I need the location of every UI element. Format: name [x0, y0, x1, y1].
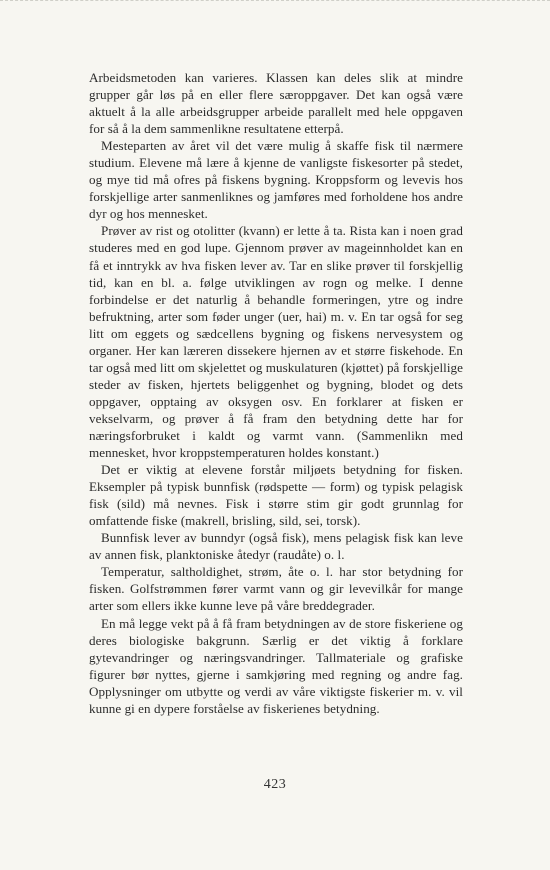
paragraph: En må legge vekt på å få fram betydningen av de store fiskeriene og deres biologiske bakgrunn. Særlig er det viktig å forklare gytevandringer og næringsvandringer. Tallmateriale og grafiske figurer bør nyttes, gjerne i samkjøring med regning og andre fag. Opplysninger om utbytte og verdi av våre viktigste fiskerier m. v. vil kunne gi en dypere forståelse av fiskerienes betydning.: [89, 615, 463, 716]
body-text: [89, 69, 463, 717]
paragraph: Mesteparten av året vil det være mulig å skaffe fisk til nærmere studium. Elevene må lære å kjenne de vanligste fiskesorter på stedet, og mye tid må ofres på fiskens bygning. Kroppsform og levevis hos forskjellige arter sanmenliknes og jamføres med forholdene hos andre dyr og hos mennesket.: [89, 138, 463, 222]
paragraph: Prøver av rist og otolitter (kvann) er lette å ta. Rista kan i noen grad studeres med en god lupe. Gjennom prøver av mageinnholdet kan en få et inntrykk av hva fisken lever av. Tar en slike prøver til forskjellig tid, kan en bl. a. følge utviklingen av rogn og melke. I denne forbindelse er det naturlig å behandle formeringen, ytre og indre befruktning, arter som føder unger (uer, hai) m. v. En tar også for seg litt om eggets og sædcellens bygning og fiskens nervesystem og organer. Her kan læreren dissekere hjernen av et større fiskehode. En tar også med litt om skjelettet og muskulaturen (kjøttet) på forskjellige steder av fisken, hjertets beliggenhet og bygning, blodet og dets oppgaver, opptaing av oksygen osv. En forklarer at fisken er vekselvarm, og prøver å få fram den betydning dette har for næringsforbruket i kaldt og varmt vann. (Sammenlikn med mennesket, hvor kroppstemperaturen holdes konstant.): [89, 223, 463, 461]
page-number: 423: [263, 777, 287, 792]
paragraph: Arbeidsmetoden kan varieres. Klassen kan deles slik at mindre grupper går løs på en eller flere særoppgaver. Det kan også være aktuelt å la alle arbeidsgrupper arbeide parallelt med hele oppgaven for så å la dem sammenlikne resultatene etterpå.: [89, 70, 463, 137]
paragraph: Bunnfisk lever av bunndyr (også fisk), mens pelagisk fisk kan leve av annen fisk, planktoniske åtedyr (raudåte) o. l.: [89, 530, 463, 563]
paragraph: Det er viktig at elevene forstår miljøets betydning for fisken. Eksempler på typisk bunnfisk (rødspette — form) og typisk pelagisk fisk (sild) må nevnes. Fisk i større stim gir godt grunnlag for omfattende fiske (makrell, brisling, sild, sei, torsk).: [89, 462, 463, 529]
paragraph: Temperatur, saltholdighet, strøm, åte o. l. har stor betydning for fisken. Golfstrømmen fører varmt vann og gir levevilkår for mange arter som ellers ikke kunne leve på våre breddegrader.: [89, 564, 463, 614]
